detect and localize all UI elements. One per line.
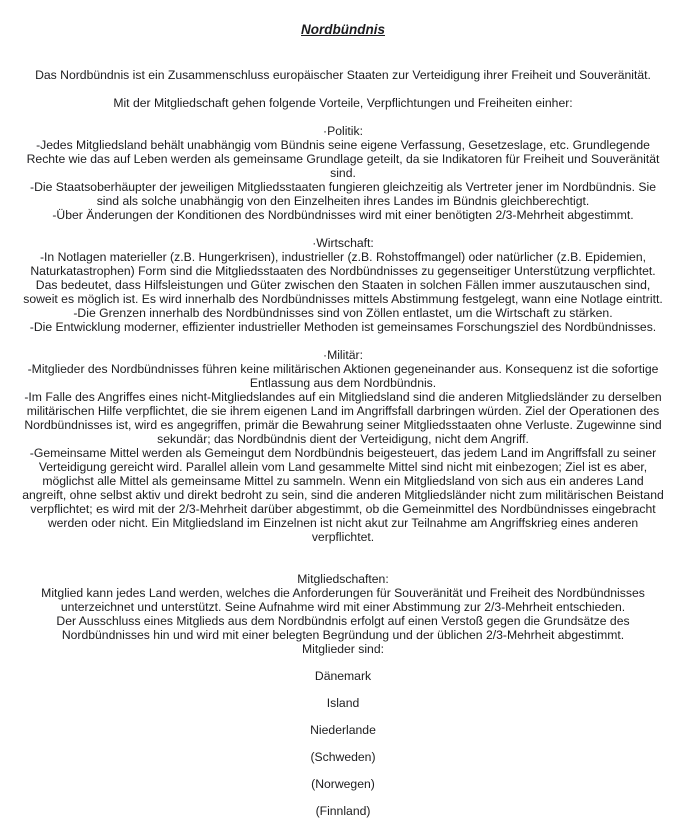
membership-paragraph: Der Ausschluss eines Mitglieds aus dem Nordbündnis erfolgt auf einen Verstoß gegen die Grundsätze des Nordbündnisses hin und wird mit einer belegten Begründung und der üblichen 2/3-Mehrheit abgestimmt. [56,614,630,643]
section-items [19,250,667,334]
member-list [19,669,667,818]
section-item: -Die Staatsoberhäupter der jeweiligen Mitgliedsstaaten fungieren gleichzeitig als Vertreter jener im Nordbündnis. Sie sind als solche unabhängig von den Einzelheiten ihres Landes im Bündnis gleichberechtigt. [30,180,656,209]
membership-heading: Mitgliedschaften: [297,572,389,587]
section-item: -Gemeinsame Mittel werden als Gemeingut dem Nordbündnis beigesteuert, das jedem Land im Angriffsfall zu seiner Verteidigung gereicht wird. Parallel allein vom Land gesammelte Mittel sind nicht mit einbezogen; Ziel ist es aber, möglichst alle Mittel als gemeinsame Mittel zu sammeln. Wenn ein Mitgliedsland von sich aus ein anderes Land angreift, ohne selbst aktiv und direkt bedroht zu sein, sind die anderen Mitgliedsländer nicht zum militärischen Beistand verpflichtet; es wird mit der 2/3-Mehrheit darüber abgestimmt, ob die Gemeinmittel des Nordbündnisses eingebracht werden oder nicht. Ein Mitgliedsland im Einzelnen ist nicht akut zur Teilnahme am Angriffskrieg eines anderen verpflichtet. [22,446,664,545]
document-section [19,236,667,334]
intro-paragraph: Das Nordbündnis ist ein Zusammenschluss europäischer Staaten zur Verteidigung ihrer Freiheit und Souveränität. [35,68,651,83]
member-name: Island [326,696,360,711]
membership-section [19,572,667,818]
member-name: Dänemark [314,669,372,684]
intro-paragraphs [19,68,667,110]
section-item: -Die Entwicklung moderner, effizienter industrieller Methoden ist gemeinsames Forschungsziel des Nordbündnisses. [29,320,657,335]
section-heading: ·Militär: [323,348,363,363]
membership-paragraph: Mitglied kann jedes Land werden, welches die Anforderungen für Souveränität und Freiheit des Nordbündnisses unterzeichnet und unterstützt. Seine Aufnahme wird mit einer Abstimmung zur 2/3-Mehrheit entschieden. [41,586,645,615]
section-list [19,124,667,544]
intro-paragraph: Mit der Mitgliedschaft gehen folgende Vorteile, Verpflichtungen und Freiheiten einher: [113,96,573,111]
member-name: (Schweden) [310,750,376,765]
section-item: -Im Falle des Angriffes eines nicht-Mitgliedslandes auf ein Mitgliedsland sind die anderen Mitgliedsländer zu derselben militärischen Hilfe verpflichtet, die sie ihrem eigenen Land im Angriffsfall darbringen würden. Ziel der Operationen des Nordbündnisses ist, wird es angegriffen, primär die Bewahrung seiner Mitgliedsstaaten ohne Verluste. Zugewinne sind sekundär; das Nordbündnis dient der Verteidigung, nicht dem Angriff. [24,390,662,447]
document-section [19,348,667,544]
section-heading: ·Politik: [323,124,363,139]
document-title: Nordbündnis [301,22,385,38]
section-heading: ·Wirtschaft: [312,236,374,251]
section-items [19,138,667,222]
membership-paragraph: Mitglieder sind: [302,642,384,657]
section-item: -In Notlagen materieller (z.B. Hungerkrisen), industrieller (z.B. Rohstoffmangel) oder natürlicher (z.B. Epidemien, Naturkatastrophen) Form sind die Mitgliedsstaaten des Nordbündnisses zu gegenseitiger Unterstützung verpflichtet. Das bedeutet, dass Hilfsleistungen und Güter zwischen den Staaten in solchen Fällen immer auszutauschen sind, soweit es möglich ist. Es wird innerhalb des Nordbündnisses mittels Abstimmung festgelegt, wann eine Notlage eintritt. [23,250,663,307]
member-name: Niederlande [310,723,376,738]
member-name: (Finnland) [315,804,371,818]
section-items [19,362,667,544]
section-item: -Über Änderungen der Konditionen des Nordbündnisses wird mit einer benötigten 2/3-Mehrheit abgestimmt. [52,208,634,223]
membership-paragraphs [19,586,667,656]
section-item: -Jedes Mitgliedsland behält unabhängig vom Bündnis seine eigene Verfassung, Gesetzeslage, etc. Grundlegende Rechte wie das auf Leben werden als gemeinsame Grundlage geteilt, da sie Indikatoren für Freiheit und Souveränität sind. [26,138,660,181]
section-item: -Mitglieder des Nordbündnisses führen keine militärischen Aktionen gegeneinander aus. Konsequenz ist die sofortige Entlassung aus dem Nordbündnis. [27,362,659,391]
member-name: (Norwegen) [311,777,375,792]
section-item: -Die Grenzen innerhalb des Nordbündnisses sind von Zöllen entlastet, um die Wirtschaft zu stärken. [73,306,613,321]
document-section [19,124,667,222]
